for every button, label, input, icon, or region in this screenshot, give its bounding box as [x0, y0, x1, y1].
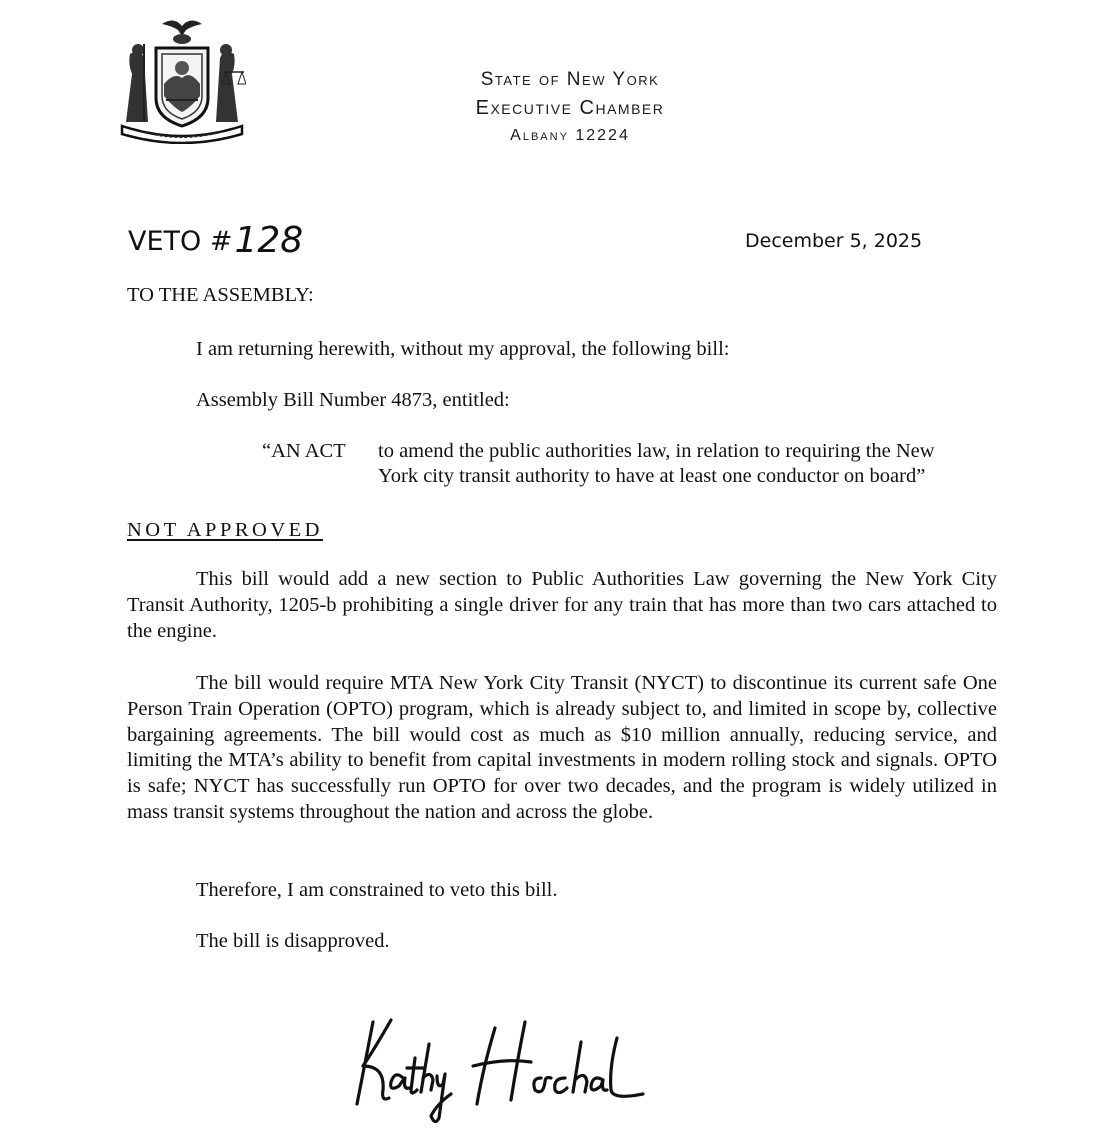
disapproval-statement: The bill is disapproved. [196, 930, 390, 952]
veto-label: VETO # [128, 226, 233, 257]
signature-icon [345, 1008, 645, 1128]
letterhead-chamber: Executive Chamber [475, 97, 665, 119]
salutation: TO THE ASSEMBLY: [127, 284, 314, 306]
not-approved-heading: NOT APPROVED [127, 519, 323, 541]
state-seal-icon [118, 14, 246, 144]
state-seal [118, 14, 246, 144]
paragraph-bill-summary: This bill would add a new section to Public Authorities Law governing the New York City Transit Authority, 1205-b prohibiting a single driver for any train that has more than two cars attached to the engine. [127, 568, 997, 642]
letter-date: December 5, 2025 [745, 230, 923, 252]
act-label: “AN ACT [262, 440, 346, 462]
paragraph-veto-rationale: The bill would require MTA New York City Transit (NYCT) to discontinue its current safe One Person Train Operation (OPTO) program, which is already subject to, and limited in scope by, collective bargaining agreements. The bill would cost as much as $10 million annually, reducing service, and limiting the MTA’s ability to benefit from capital investments in modern rolling stock and signals. OPTO is safe; NYCT has successfully run OPTO for over two decades, and the program is widely utilized in mass transit systems throughout the nation and across the globe. [127, 672, 997, 823]
returning-statement: I am returning herewith, without my approval, the following bill: [196, 338, 730, 360]
letterhead-state: State of New York [480, 69, 660, 90]
bill-reference: Assembly Bill Number 4873, entitled: [196, 389, 510, 411]
letterhead-address: Albany 12224 [510, 127, 630, 144]
veto-heading [128, 218, 303, 259]
governor-signature [345, 1008, 645, 1128]
letterhead [400, 66, 740, 150]
veto-conclusion: Therefore, I am constrained to veto this bill. [196, 879, 558, 901]
veto-number: 128 [234, 220, 304, 261]
act-title-line-1: to amend the public authorities law, in relation to requiring the New [378, 440, 935, 462]
act-title-line-2: York city transit authority to have at least one conductor on board” [378, 465, 926, 487]
